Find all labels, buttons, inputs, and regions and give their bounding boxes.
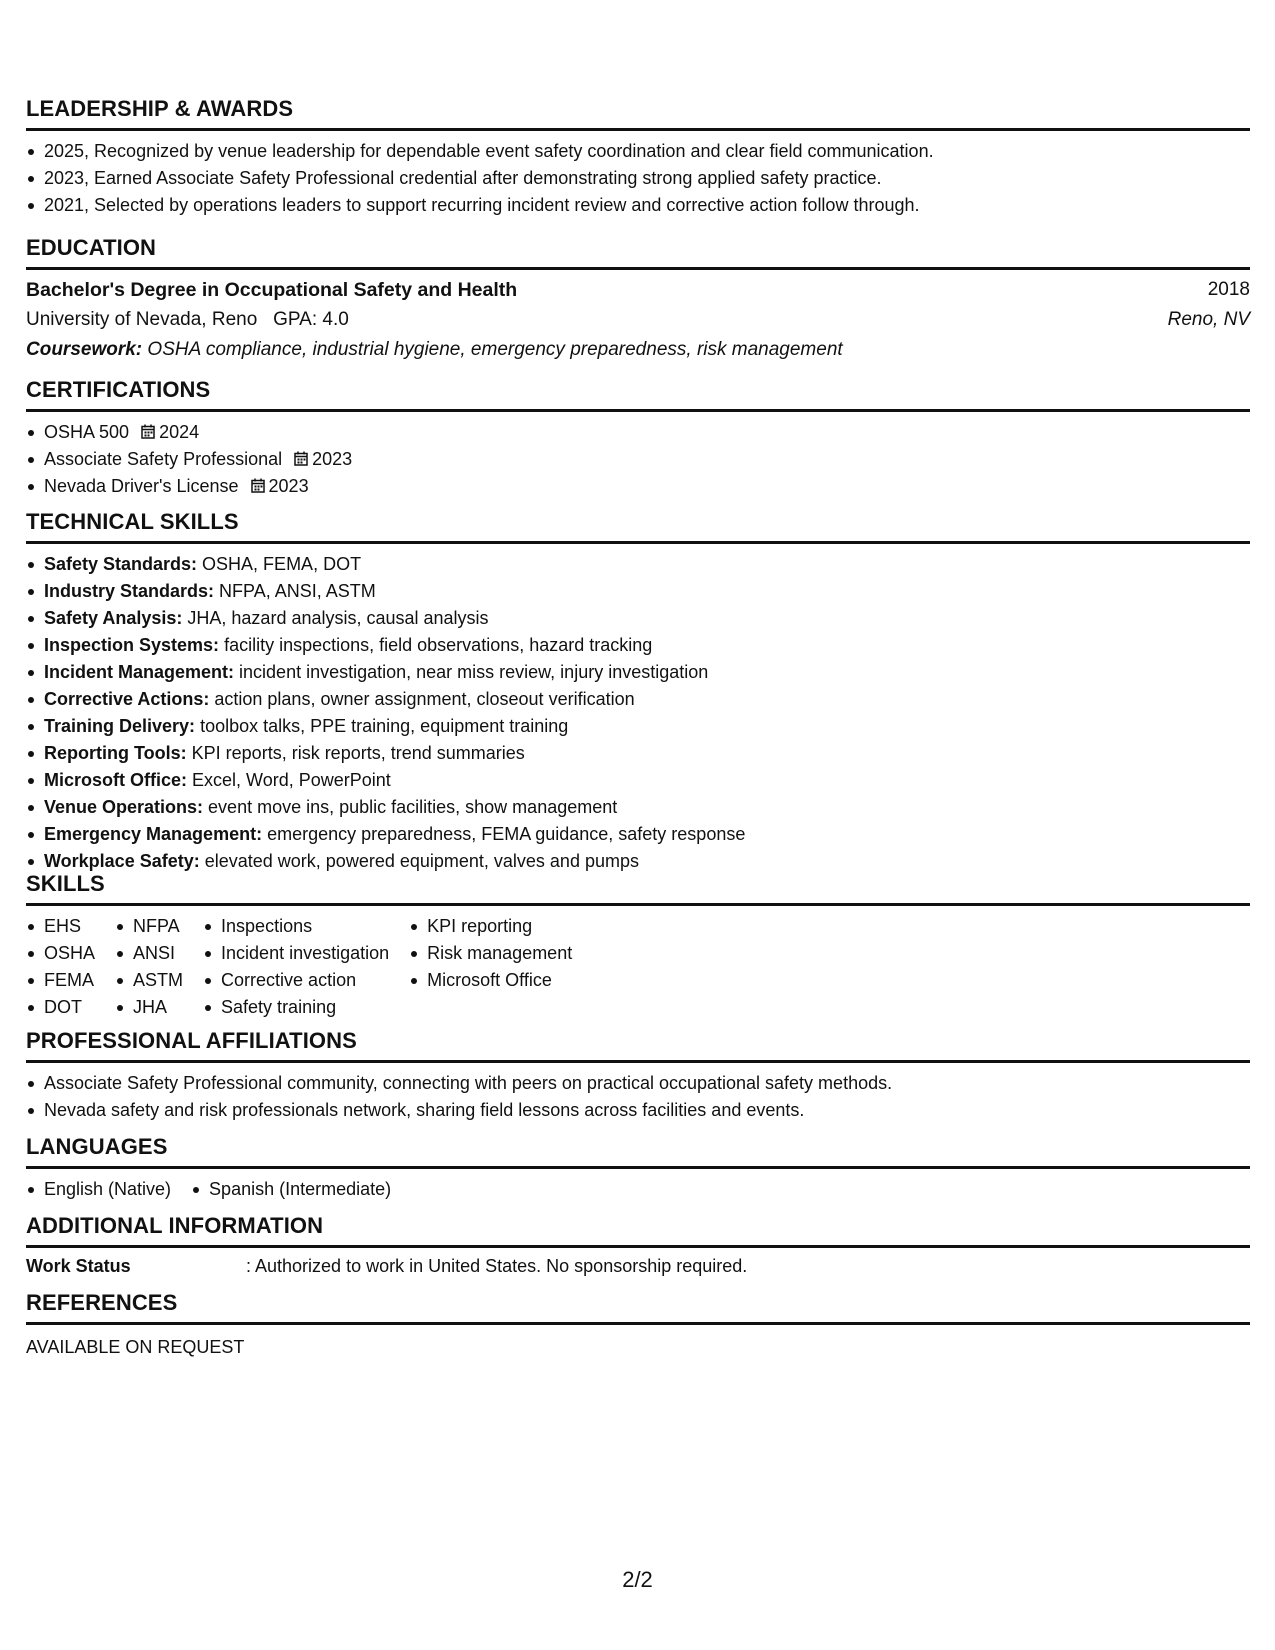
skill-category: Emergency Management: xyxy=(44,824,263,844)
list-item xyxy=(26,551,1250,578)
language-item xyxy=(191,1176,391,1203)
skill-values: Excel, Word, PowerPoint xyxy=(187,770,391,790)
list-item: Corrective action xyxy=(203,967,389,994)
calendar-icon xyxy=(141,424,155,439)
section-title: REFERENCES xyxy=(26,1290,178,1315)
skills-column xyxy=(203,913,389,1021)
leadership-list xyxy=(26,138,1250,219)
list-item: ASTM xyxy=(115,967,183,994)
leadership-section xyxy=(26,96,1250,219)
list-item: JHA xyxy=(115,994,183,1021)
list-item xyxy=(26,713,1250,740)
list-item: Inspections xyxy=(203,913,389,940)
list-item: Spanish (Intermediate) xyxy=(191,1176,391,1203)
skill-category: Safety Standards: xyxy=(44,554,198,574)
skill-values: action plans, owner assignment, closeout verification xyxy=(209,689,635,709)
certifications-list xyxy=(26,419,1250,500)
skill-category: Workplace Safety: xyxy=(44,851,200,871)
language-item xyxy=(26,1176,171,1203)
list-item xyxy=(26,659,1250,686)
list-item: FEMA xyxy=(26,967,95,994)
page-number: 2/2 xyxy=(622,1567,653,1592)
certification-name: Associate Safety Professional xyxy=(44,449,283,469)
list-item xyxy=(26,794,1250,821)
list-item: KPI reporting xyxy=(409,913,572,940)
list-item: Microsoft Office xyxy=(409,967,572,994)
list-item: ANSI xyxy=(115,940,183,967)
graduation-year: 2018 xyxy=(1207,279,1250,300)
skill-values: toolbox talks, PPE training, equipment training xyxy=(195,716,569,736)
languages-row xyxy=(26,1176,1250,1203)
certifications-section xyxy=(26,377,1250,500)
skill-values: OSHA, FEMA, DOT xyxy=(197,554,362,574)
references-section xyxy=(26,1290,1250,1361)
section-title: TECHNICAL SKILLS xyxy=(26,509,239,534)
section-title: LANGUAGES xyxy=(26,1134,168,1159)
skill-category: Safety Analysis: xyxy=(44,608,183,628)
section-title: CERTIFICATIONS xyxy=(26,377,211,402)
certification-year: 2023 xyxy=(268,476,309,496)
certification-name: OSHA 500 xyxy=(44,422,130,442)
list-item: 2025, Recognized by venue leadership for dependable event safety coordination and clear field communication. xyxy=(26,138,1250,165)
list-item xyxy=(26,473,1250,500)
coursework-row xyxy=(26,335,1250,365)
technical-skills-list xyxy=(26,551,1250,875)
list-item: DOT xyxy=(26,994,95,1021)
school-location: Reno, NV xyxy=(1167,309,1250,330)
skills-column xyxy=(115,913,183,1021)
list-item xyxy=(26,632,1250,659)
degree-name: Bachelor's Degree in Occupational Safety and Health xyxy=(26,279,518,301)
skills-column xyxy=(26,913,95,1021)
list-item: NFPA xyxy=(115,913,183,940)
technical-skills-section xyxy=(26,509,1250,875)
section-divider xyxy=(26,1322,1250,1325)
section-divider xyxy=(26,1060,1250,1063)
section-divider xyxy=(26,1245,1250,1248)
list-item xyxy=(26,605,1250,632)
list-item xyxy=(26,767,1250,794)
coursework-text: OSHA compliance, industrial hygiene, emergency preparedness, risk management xyxy=(142,339,843,360)
section-title: LEADERSHIP & AWARDS xyxy=(26,96,294,121)
list-item: OSHA xyxy=(26,940,95,967)
school-row xyxy=(26,305,1250,335)
calendar-icon xyxy=(251,478,265,493)
list-item: Associate Safety Professional community, connecting with peers on practical occupational safety methods. xyxy=(26,1070,1250,1097)
section-divider xyxy=(26,1166,1250,1169)
certification-year: 2023 xyxy=(312,449,353,469)
list-item: Safety training xyxy=(203,994,389,1021)
degree-row xyxy=(26,275,1250,305)
work-status-row xyxy=(26,1253,1250,1280)
list-item xyxy=(26,446,1250,473)
skill-values: incident investigation, near miss review, injury investigation xyxy=(234,662,709,682)
additional-info-section xyxy=(26,1213,1250,1280)
list-item xyxy=(26,419,1250,446)
work-status-value: : Authorized to work in United States. No sponsorship required. xyxy=(246,1256,748,1276)
skill-category: Training Delivery: xyxy=(44,716,196,736)
education-section xyxy=(26,235,1250,365)
skill-category: Microsoft Office: xyxy=(44,770,188,790)
section-title: SKILLS xyxy=(26,871,105,896)
languages-section xyxy=(26,1134,1250,1203)
school-name: University of Nevada, Reno GPA: 4.0 xyxy=(26,309,349,330)
work-status-label: Work Status xyxy=(26,1256,131,1276)
skill-values: emergency preparedness, FEMA guidance, safety response xyxy=(262,824,746,844)
skill-values: facility inspections, field observations, hazard tracking xyxy=(219,635,653,655)
skill-category: Industry Standards: xyxy=(44,581,215,601)
skill-values: NFPA, ANSI, ASTM xyxy=(214,581,376,601)
skill-category: Corrective Actions: xyxy=(44,689,210,709)
list-item: EHS xyxy=(26,913,95,940)
list-item: 2021, Selected by operations leaders to support recurring incident review and corrective action follow through. xyxy=(26,192,1250,219)
section-title: EDUCATION xyxy=(26,235,157,260)
certification-name: Nevada Driver's License xyxy=(44,476,239,496)
list-item xyxy=(26,821,1250,848)
section-title: ADDITIONAL INFORMATION xyxy=(26,1213,324,1238)
certification-year: 2024 xyxy=(159,422,200,442)
skills-section xyxy=(26,871,1250,1021)
section-divider xyxy=(26,128,1250,131)
section-divider xyxy=(26,541,1250,544)
list-item: English (Native) xyxy=(26,1176,171,1203)
section-divider xyxy=(26,409,1250,412)
skill-values: event move ins, public facilities, show management xyxy=(203,797,618,817)
list-item xyxy=(26,686,1250,713)
list-item: 2023, Earned Associate Safety Professional credential after demonstrating strong applied safety practice. xyxy=(26,165,1250,192)
calendar-icon xyxy=(294,451,308,466)
skills-column xyxy=(409,913,572,1021)
skill-category: Venue Operations: xyxy=(44,797,204,817)
skill-category: Incident Management: xyxy=(44,662,235,682)
list-item xyxy=(26,578,1250,605)
section-title: PROFESSIONAL AFFILIATIONS xyxy=(26,1028,357,1053)
list-item: Risk management xyxy=(409,940,572,967)
skill-values: elevated work, powered equipment, valves and pumps xyxy=(199,851,639,871)
list-item: Incident investigation xyxy=(203,940,389,967)
skill-category: Inspection Systems: xyxy=(44,635,220,655)
skill-values: KPI reports, risk reports, trend summaries xyxy=(186,743,525,763)
section-divider xyxy=(26,267,1250,270)
skill-values: JHA, hazard analysis, causal analysis xyxy=(182,608,489,628)
section-divider xyxy=(26,903,1250,906)
affiliations-list xyxy=(26,1070,1250,1124)
list-item: Nevada safety and risk professionals network, sharing field lessons across facilities and events. xyxy=(26,1097,1250,1124)
coursework-label: Coursework: xyxy=(26,339,143,360)
skill-category: Reporting Tools: xyxy=(44,743,187,763)
references-text: AVAILABLE ON REQUEST xyxy=(26,1337,245,1357)
affiliations-section xyxy=(26,1028,1250,1124)
list-item xyxy=(26,740,1250,767)
skills-columns xyxy=(26,913,1250,1021)
